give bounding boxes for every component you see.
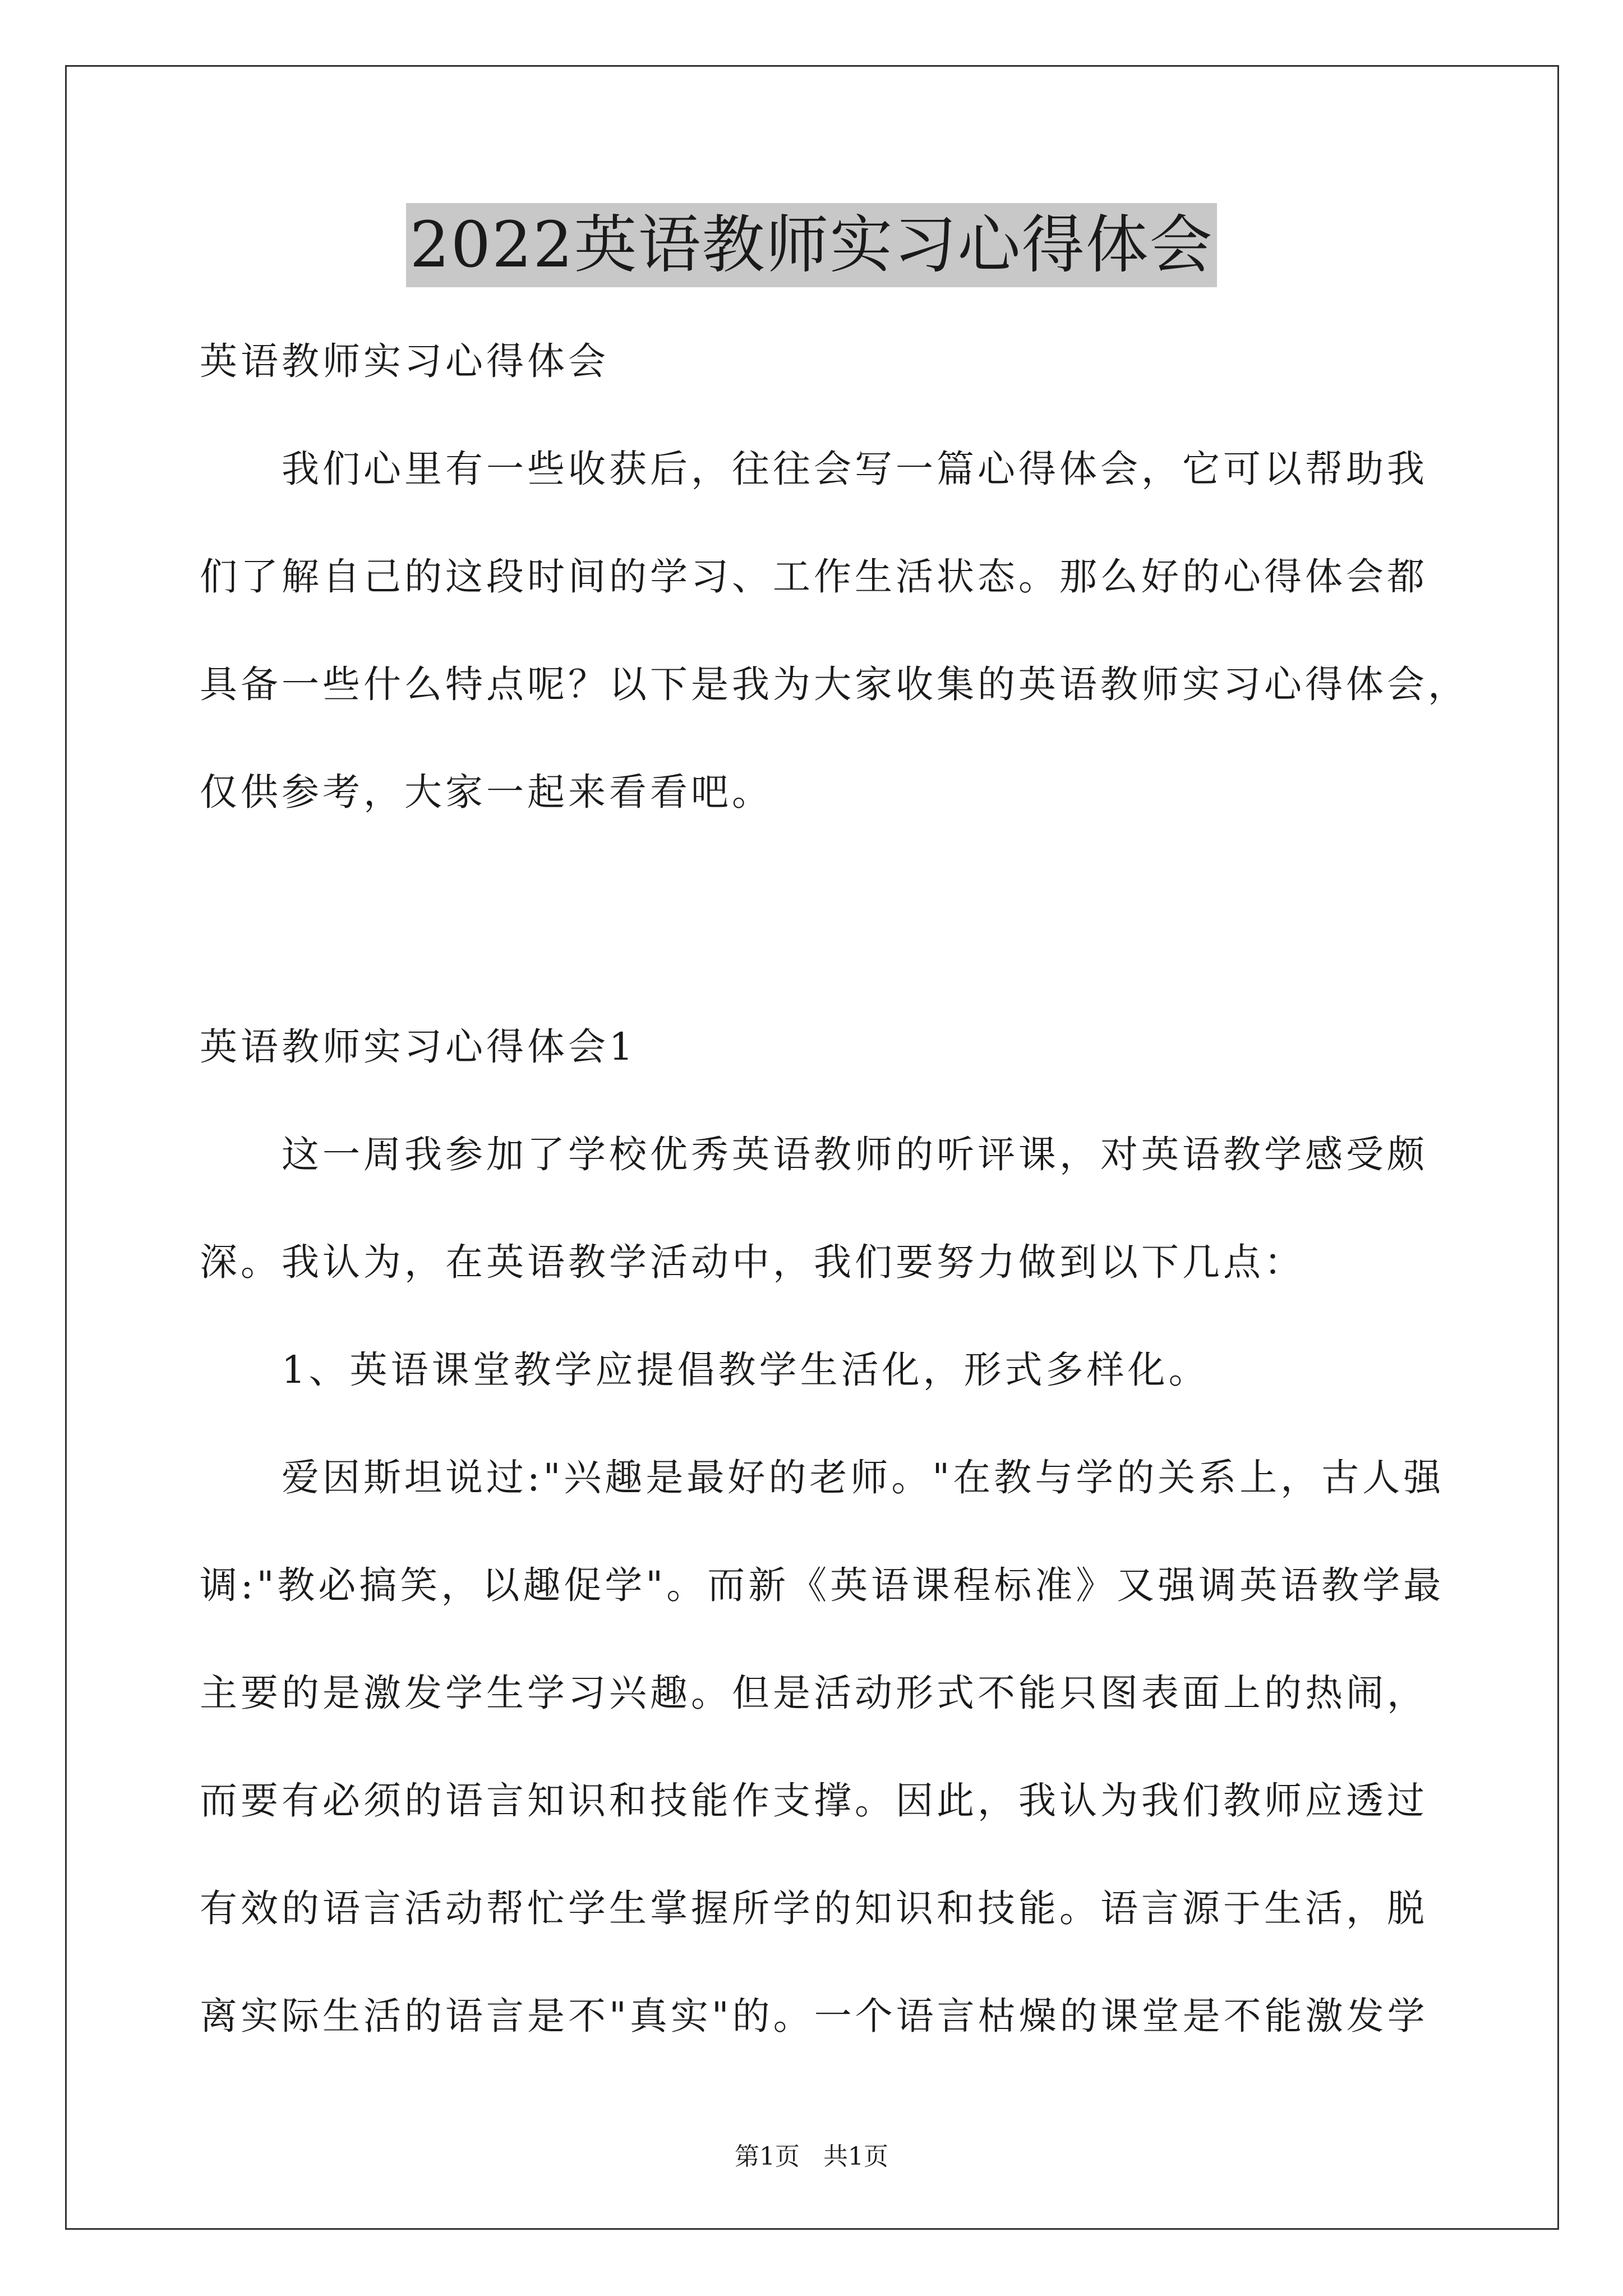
para2-line-5: 有效的语言活动帮忙学生掌握所学的知识和技能。语言源于生活，脱 (200, 1887, 1428, 1930)
intro-line-1: 我们心里有一些收获后，往往会写一篇心得体会，它可以帮助我 (282, 447, 1428, 491)
document-body (200, 307, 1469, 2070)
intro-line-4: 仅供参考，大家一起来看看吧。 (200, 770, 773, 814)
para1-line-2: 深。我认为，在英语教学活动中，我们要努力做到以下几点： (200, 1240, 1305, 1284)
intro-line-2: 们了解自己的这段时间的学习、工作生活状态。那么好的心得体会都 (200, 555, 1428, 599)
point-1: 1、英语课堂教学应提倡教学生活化，形式多样化。 (282, 1348, 1210, 1392)
para1-line-1: 这一周我参加了学校优秀英语教师的听评课，对英语教学感受颇 (282, 1133, 1428, 1176)
page-footer: 第1页 共1页 (735, 2142, 888, 2171)
para2-line-4: 而要有必须的语言知识和技能作支撑。因此，我认为我们教师应透过 (200, 1779, 1428, 1823)
document-subtitle: 英语教师实习心得体会 (200, 339, 609, 383)
section-heading: 英语教师实习心得体会1 (200, 1025, 637, 1069)
para2-line-2: 调:"教必搞笑，以趣促学"。而新《英语课程标准》又强调英语教学最 (200, 1563, 1445, 1607)
para2-line-6: 离实际生活的语言是不"真实"的。一个语言枯燥的课堂是不能激发学 (200, 1994, 1428, 2038)
section-gap (200, 846, 1461, 993)
title-container (0, 203, 1623, 287)
para2-line-1: 爱因斯坦说过:"兴趣是最好的老师。"在教与学的关系上，古人强 (282, 1456, 1445, 1499)
para2-line-3: 主要的是激发学生学习兴趣。但是活动形式不能只图表面上的热闹， (200, 1671, 1428, 1715)
intro-line-3: 具备一些什么特点呢？以下是我为大家收集的英语教师实习心得体会， (200, 662, 1469, 706)
document-title: 2022英语教师实习心得体会 (406, 203, 1216, 287)
